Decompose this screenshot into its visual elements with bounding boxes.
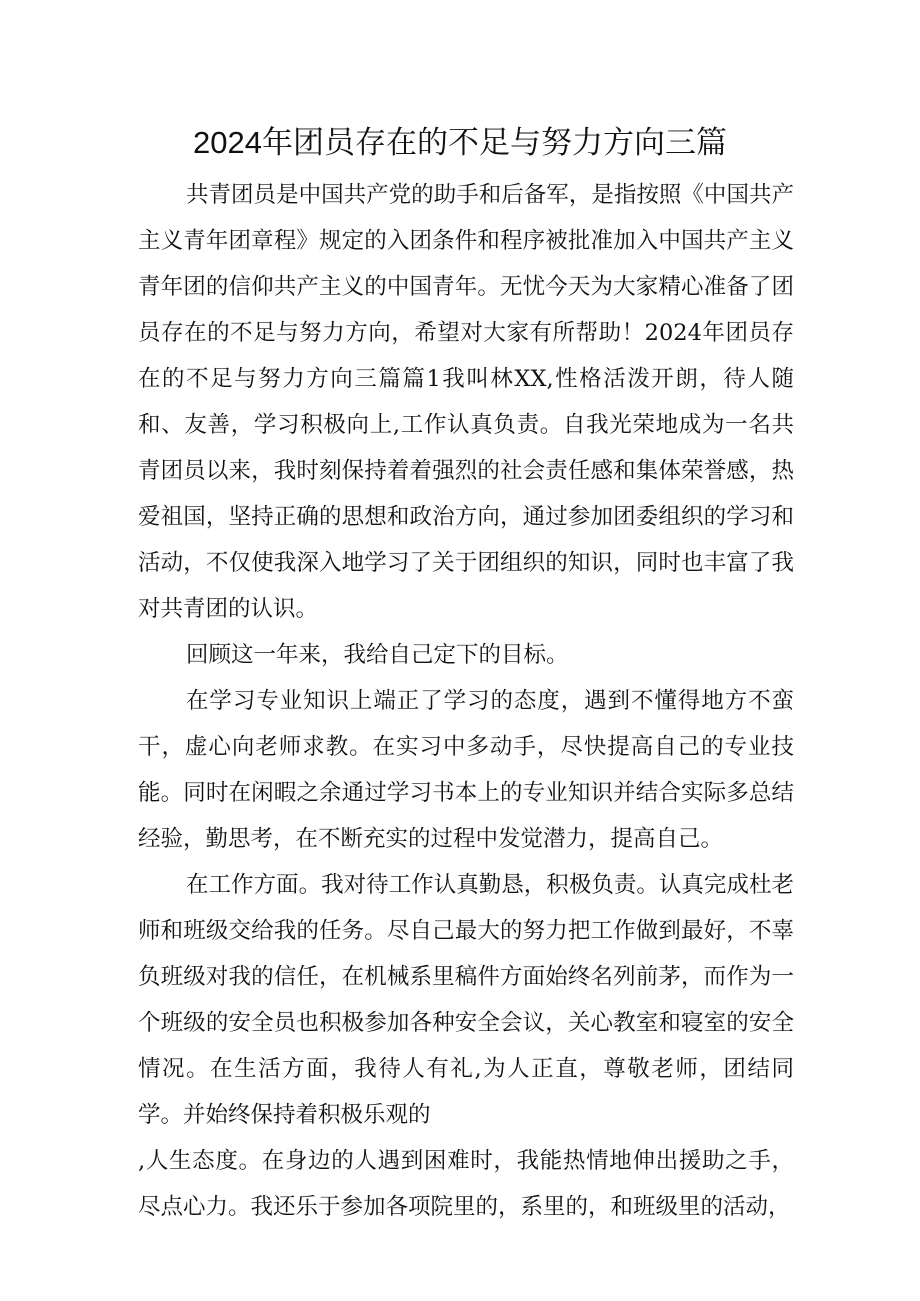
document-body bbox=[138, 172, 794, 1230]
paragraph-intro: 共青团员是中国共产党的助手和后备军，是指按照《中国共产主义青年团章程》规定的入团条件和程序被批准加入中国共产主义青年团的信仰共产主义的中国青年。无忧今天为大家精心准备了团员存在的不足与努力方向，希望对大家有所帮助！2024年团员存在的不足与努力方向三篇篇1我叫林XX,性格活泼开朗，待人随和、友善，学习积极向上,工作认真负责。自我光荣地成为一名共青团员以来，我时刻保持着着强烈的社会责任感和集体荣誉感，热爱祖国，坚持正确的思想和政治方向，通过参加团委组织的学习和活动，不仅使我深入地学习了关于团组织的知识，同时也丰富了我对共青团的认识。 bbox=[138, 182, 794, 622]
paragraph-attitude: ,人生态度。在身边的人遇到困难时，我能热情地伸出援助之手，尽点心力。我还乐于参加各项院里的，系里的，和班级里的活动， bbox=[138, 1148, 794, 1220]
document-title: 2024年团员存在的不足与努力方向三篇 bbox=[193, 125, 727, 160]
paragraph-review: 回顾这一年来，我给自己定下的目标。 bbox=[186, 642, 569, 668]
paragraph-work: 在工作方面。我对待工作认真勤恳，积极负责。认真完成杜老师和班级交给我的任务。尽自己最大的努力把工作做到最好，不辜负班级对我的信任，在机械系里稿件方面始终名列前茅，而作为一个班级的安全员也积极参加各种安全会议，关心教室和寝室的安全情况。在生活方面，我待人有礼,为人正直，尊敬老师，团结同学。并始终保持着积极乐观的 bbox=[138, 872, 794, 1128]
paragraph-study: 在学习专业知识上端正了学习的态度，遇到不懂得地方不蛮干，虚心向老师求教。在实习中多动手，尽快提高自己的专业技能。同时在闲暇之余通过学习书本上的专业知识并结合实际多总结经验，勤思考，在不断充实的过程中发觉潜力，提高自己。 bbox=[138, 688, 794, 852]
